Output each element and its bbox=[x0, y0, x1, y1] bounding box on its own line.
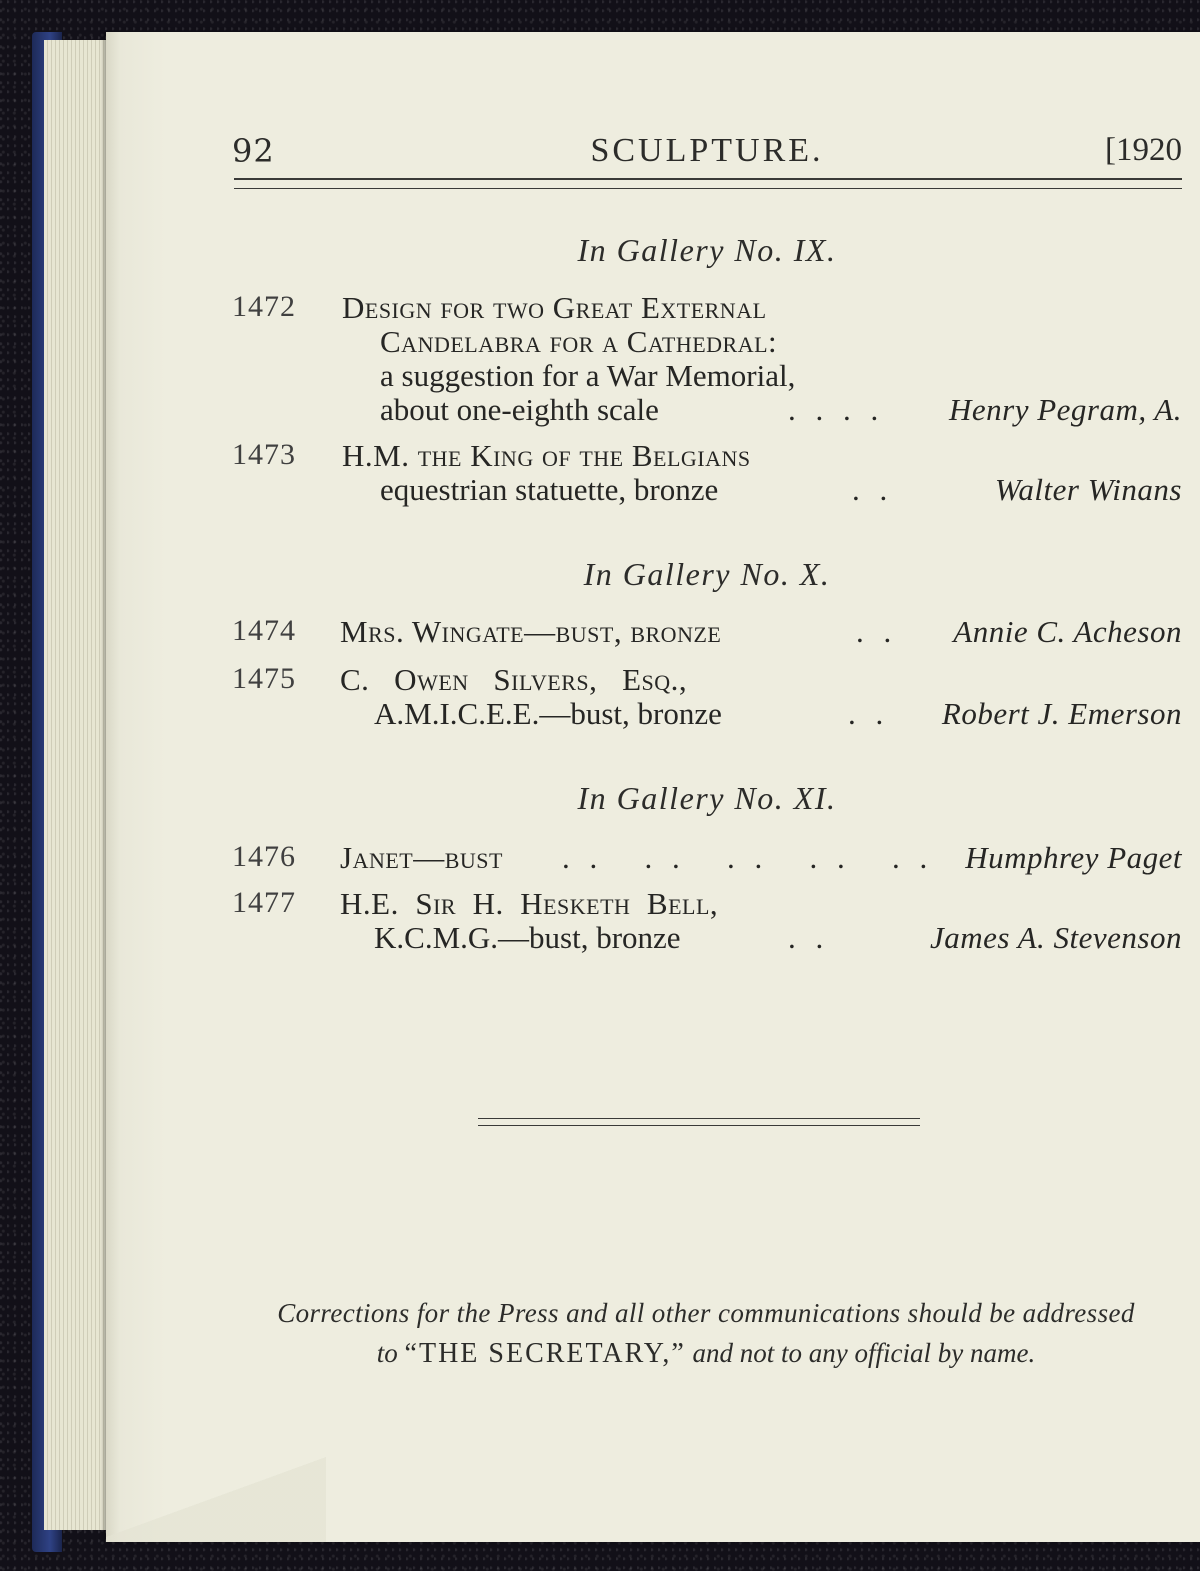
footer-line-1: Corrections for the Press and all other communications should be addressed bbox=[277, 1298, 1135, 1328]
page-title: SCULPTURE. bbox=[590, 132, 824, 169]
entry-number: 1475 bbox=[232, 662, 296, 695]
entry-title-line: C. Owen Silvers, Esq., bbox=[340, 662, 688, 697]
catalogue-entry bbox=[232, 886, 1182, 958]
running-header bbox=[232, 132, 1182, 172]
footer-line-2 bbox=[226, 1338, 1186, 1370]
footer-secretary: “THE SECRETARY,” bbox=[404, 1338, 686, 1369]
entry-title-line: H.M. the King of the Belgians bbox=[342, 438, 751, 473]
catalogue-entry bbox=[232, 840, 1182, 880]
dot-leader: . . bbox=[788, 920, 830, 955]
artist-name: James A. Stevenson bbox=[929, 920, 1182, 955]
entry-description-line: equestrian statuette, bronze bbox=[380, 472, 719, 507]
gallery-heading: In Gallery No. IX. bbox=[577, 232, 837, 268]
catalogue-entry bbox=[232, 290, 1182, 430]
artist-name: Humphrey Paget bbox=[965, 840, 1182, 875]
dot-leader: . . bbox=[852, 472, 894, 507]
entry-title-line: Janet—bust bbox=[340, 840, 503, 875]
entry-title-line: K.C.M.G.—bust, bronze bbox=[374, 920, 681, 955]
entry-number: 1474 bbox=[232, 614, 296, 647]
entry-title-line: Mrs. Wingate—bust, bronze bbox=[340, 614, 722, 649]
page-corner-fold bbox=[106, 1452, 326, 1542]
catalogue-entry bbox=[232, 438, 1182, 510]
dot-leader: . . bbox=[856, 614, 898, 649]
year-bracket: [1920 bbox=[1105, 132, 1182, 168]
dot-leader: . . bbox=[848, 696, 890, 731]
artist-name: Henry Pegram, A. bbox=[949, 392, 1182, 427]
header-double-rule bbox=[234, 178, 1182, 189]
entry-title-line: Candelabra for a Cathedral: bbox=[380, 324, 778, 359]
entry-number: 1476 bbox=[232, 840, 296, 873]
gallery-heading: In Gallery No. X. bbox=[583, 556, 831, 592]
entry-number: 1477 bbox=[232, 886, 296, 919]
gallery-heading: In Gallery No. XI. bbox=[577, 780, 837, 816]
dot-leader: . . . . bbox=[788, 392, 885, 427]
entry-number: 1472 bbox=[232, 290, 296, 323]
entry-title-line: H.E. Sir H. Hesketh Bell, bbox=[340, 886, 719, 921]
artist-name: Robert J. Emerson bbox=[941, 696, 1182, 731]
dot-leader: . . . . . . . . . . bbox=[562, 840, 934, 875]
entry-title-line: Design for two Great External bbox=[342, 290, 767, 325]
artist-name: Annie C. Acheson bbox=[953, 614, 1182, 649]
entry-title-line: A.M.I.C.E.E.—bust, bronze bbox=[374, 696, 722, 731]
entry-number: 1473 bbox=[232, 438, 296, 471]
footer-tail: and not to any official by name. bbox=[692, 1338, 1036, 1368]
section-end-double-rule bbox=[478, 1118, 920, 1126]
footer-to: to bbox=[376, 1338, 398, 1368]
artist-name: Walter Winans bbox=[994, 472, 1182, 507]
entry-description-line: about one-eighth scale bbox=[380, 392, 659, 427]
entry-description-line: a suggestion for a War Memorial, bbox=[380, 358, 796, 393]
page-number: 92 bbox=[232, 132, 275, 170]
catalogue-entry bbox=[232, 662, 1182, 734]
catalogue-entry bbox=[232, 614, 1182, 654]
